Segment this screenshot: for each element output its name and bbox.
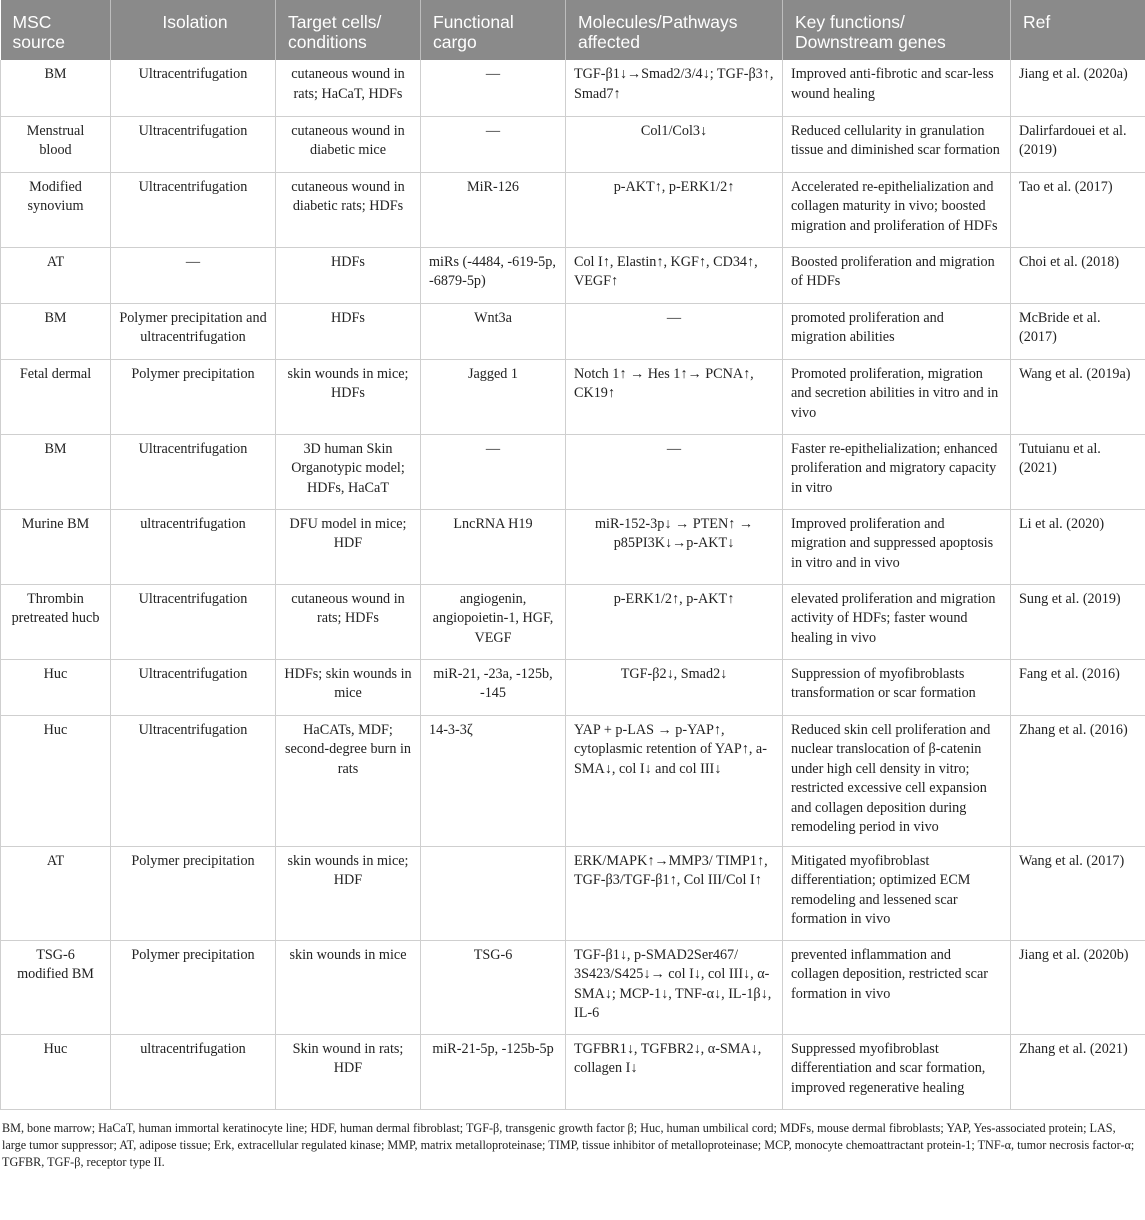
cell-isolation: Polymer precipitation xyxy=(111,940,276,1034)
cell-molecules: Col1/Col3↓ xyxy=(566,116,783,172)
cell-functions: Improved anti-fibrotic and scar-less wound healing xyxy=(783,60,1011,116)
cell-source: Menstrual blood xyxy=(1,116,111,172)
cell-molecules: Col I↑, Elastin↑, KGF↑, CD34↑, VEGF↑ xyxy=(566,247,783,303)
header-ref: Ref xyxy=(1011,0,1145,60)
cell-cargo: angiogenin, angiopoietin-1, HGF, VEGF xyxy=(421,584,566,659)
cell-ref: Wang et al. (2017) xyxy=(1011,846,1145,940)
cell-source: Huc xyxy=(1,1034,111,1109)
cell-molecules: TGFBR1↓, TGFBR2↓, α-SMA↓, collagen I↓ xyxy=(566,1034,783,1109)
table-row xyxy=(1,584,1145,659)
cell-functions: Suppression of myofibroblasts transformation or scar formation xyxy=(783,659,1011,715)
cell-cargo: — xyxy=(421,434,566,509)
header-molecules: Molecules/Pathways affected xyxy=(566,0,783,60)
cell-ref: Jiang et al. (2020a) xyxy=(1011,60,1145,116)
cell-target: cutaneous wound in diabetic rats; HDFs xyxy=(276,172,421,247)
cell-target: Skin wound in rats; HDF xyxy=(276,1034,421,1109)
cell-source: Modified synovium xyxy=(1,172,111,247)
cell-cargo xyxy=(421,846,566,940)
cell-source: Fetal dermal xyxy=(1,359,111,434)
cell-ref: Tao et al. (2017) xyxy=(1011,172,1145,247)
cell-molecules: p-AKT↑, p-ERK1/2↑ xyxy=(566,172,783,247)
cell-functions: Improved proliferation and migration and suppressed apoptosis in vitro and in vivo xyxy=(783,509,1011,584)
cell-source: AT xyxy=(1,247,111,303)
cell-functions: Accelerated re-epithelialization and collagen maturity in vivo; boosted migration and proliferation of HDFs xyxy=(783,172,1011,247)
cell-molecules: p-ERK1/2↑, p-AKT↑ xyxy=(566,584,783,659)
table-footnote: BM, bone marrow; HaCaT, human immortal keratinocyte line; HDF, human dermal fibroblast; TGF-β, transgenic growth factor β; Huc, human umbilical cord; MDFs, mouse dermal fibroblasts; YAP, Yes-associated protein; LAS, large tumor suppressor; AT, adipose tissue; Erk, extracellular regulated kinase; MMP, matrix metalloproteinase; TIMP, tissue inhibitor of metalloproteinase; MCP, monocyte chemoattractant protein-1; TNF-α, tumor necrosis factor-α; TGFBR, TGF-β, receptor type II. xyxy=(2,1120,1135,1169)
cell-cargo: MiR-126 xyxy=(421,172,566,247)
cell-isolation: Polymer precipitation xyxy=(111,359,276,434)
cell-isolation: Ultracentrifugation xyxy=(111,60,276,116)
cell-ref: Choi et al. (2018) xyxy=(1011,247,1145,303)
cell-isolation: Ultracentrifugation xyxy=(111,172,276,247)
cell-molecules: ERK/MAPK↑→MMP3/ TIMP1↑, TGF-β3/TGF-β1↑, Col III/Col I↑ xyxy=(566,846,783,940)
cell-source: BM xyxy=(1,60,111,116)
cell-isolation: Polymer precipitation and ultracentrifugation xyxy=(111,303,276,359)
cell-ref: Li et al. (2020) xyxy=(1011,509,1145,584)
cell-source: AT xyxy=(1,846,111,940)
table-row xyxy=(1,172,1145,247)
cell-cargo: miR-21, -23a, -125b, -145 xyxy=(421,659,566,715)
cell-functions: Reduced cellularity in granulation tissue and diminished scar formation xyxy=(783,116,1011,172)
cell-target: DFU model in mice; HDF xyxy=(276,509,421,584)
table-row xyxy=(1,659,1145,715)
cell-isolation: Ultracentrifugation xyxy=(111,584,276,659)
header-key-functions: Key functions/ Downstream genes xyxy=(783,0,1011,60)
table-row xyxy=(1,715,1145,846)
table-row xyxy=(1,846,1145,940)
header-isolation: Isolation xyxy=(111,0,276,60)
table-body xyxy=(1,60,1145,1109)
cell-ref: McBride et al. (2017) xyxy=(1011,303,1145,359)
cell-isolation: Ultracentrifugation xyxy=(111,116,276,172)
cell-cargo: Jagged 1 xyxy=(421,359,566,434)
cell-target: HDFs xyxy=(276,303,421,359)
cell-isolation: Ultracentrifugation xyxy=(111,659,276,715)
cell-cargo: — xyxy=(421,116,566,172)
cell-cargo: Wnt3a xyxy=(421,303,566,359)
cell-molecules: YAP + p-LAS → p-YAP↑, cytoplasmic retention of YAP↑, a-SMA↓, col I↓ and col III↓ xyxy=(566,715,783,846)
table-row xyxy=(1,509,1145,584)
table-row xyxy=(1,434,1145,509)
cell-ref: Jiang et al. (2020b) xyxy=(1011,940,1145,1034)
cell-cargo: TSG-6 xyxy=(421,940,566,1034)
cell-functions: Promoted proliferation, migration and secretion abilities in vitro and in vivo xyxy=(783,359,1011,434)
cell-source: Thrombin pretreated hucb xyxy=(1,584,111,659)
cell-target: cutaneous wound in rats; HDFs xyxy=(276,584,421,659)
cell-isolation: Ultracentrifugation xyxy=(111,434,276,509)
cell-cargo: 14-3-3ζ xyxy=(421,715,566,846)
cell-ref: Dalirfardouei et al. (2019) xyxy=(1011,116,1145,172)
table-row xyxy=(1,116,1145,172)
cell-cargo: miR-21-5p, -125b-5p xyxy=(421,1034,566,1109)
table-row xyxy=(1,247,1145,303)
table-row xyxy=(1,1034,1145,1109)
header-row xyxy=(1,0,1145,60)
cell-molecules: TGF-β2↓, Smad2↓ xyxy=(566,659,783,715)
cell-source: BM xyxy=(1,303,111,359)
header-msc-source: MSC source xyxy=(1,0,111,60)
cell-cargo: miRs (-4484, -619-5p, -6879-5p) xyxy=(421,247,566,303)
cell-molecules: TGF-β1↓, p-SMAD2Ser467/ 3S423/S425↓→ col I↓, col III↓, α-SMA↓; MCP-1↓, TNF-α↓, IL-1β↓, IL-6 xyxy=(566,940,783,1034)
cell-ref: Fang et al. (2016) xyxy=(1011,659,1145,715)
cell-target: HDFs; skin wounds in mice xyxy=(276,659,421,715)
cell-functions: Mitigated myofibroblast differentiation; optimized ECM remodeling and lessened scar formation in vivo xyxy=(783,846,1011,940)
cell-isolation: — xyxy=(111,247,276,303)
cell-molecules: — xyxy=(566,303,783,359)
cell-molecules: miR-152-3p↓ → PTEN↑ → p85PI3K↓→p-AKT↓ xyxy=(566,509,783,584)
cell-ref: Sung et al. (2019) xyxy=(1011,584,1145,659)
cell-ref: Tutuianu et al. (2021) xyxy=(1011,434,1145,509)
cell-ref: Wang et al. (2019a) xyxy=(1011,359,1145,434)
cell-functions: prevented inflammation and collagen deposition, restricted scar formation in vivo xyxy=(783,940,1011,1034)
cell-target: 3D human Skin Organotypic model; HDFs, HaCaT xyxy=(276,434,421,509)
cell-target: HaCATs, MDF; second-degree burn in rats xyxy=(276,715,421,846)
table-row xyxy=(1,359,1145,434)
cell-functions: Boosted proliferation and migration of HDFs xyxy=(783,247,1011,303)
cell-functions: Faster re-epithelialization; enhanced proliferation and migratory capacity in vitro xyxy=(783,434,1011,509)
cell-source: Murine BM xyxy=(1,509,111,584)
cell-target: cutaneous wound in rats; HaCaT, HDFs xyxy=(276,60,421,116)
cell-source: TSG-6 modified BM xyxy=(1,940,111,1034)
cell-source: Huc xyxy=(1,659,111,715)
cell-target: cutaneous wound in diabetic mice xyxy=(276,116,421,172)
cell-functions: promoted proliferation and migration abilities xyxy=(783,303,1011,359)
header-target-cells: Target cells/ conditions xyxy=(276,0,421,60)
cell-target: HDFs xyxy=(276,247,421,303)
cell-source: BM xyxy=(1,434,111,509)
cell-ref: Zhang et al. (2016) xyxy=(1011,715,1145,846)
cell-isolation: ultracentrifugation xyxy=(111,509,276,584)
cell-molecules: TGF-β1↓→Smad2/3/4↓; TGF-β3↑, Smad7↑ xyxy=(566,60,783,116)
table-row xyxy=(1,940,1145,1034)
cell-source: Huc xyxy=(1,715,111,846)
cell-functions: Reduced skin cell proliferation and nuclear translocation of β-catenin under high cell density in vitro; restricted excessive cell expansion and collagen deposition during remodeling period in vivo xyxy=(783,715,1011,846)
cell-target: skin wounds in mice; HDFs xyxy=(276,359,421,434)
table-row xyxy=(1,303,1145,359)
cell-cargo: LncRNA H19 xyxy=(421,509,566,584)
cell-molecules: Notch 1↑ → Hes 1↑→ PCNA↑, CK19↑ xyxy=(566,359,783,434)
table-header xyxy=(1,0,1145,60)
cell-target: skin wounds in mice; HDF xyxy=(276,846,421,940)
cell-isolation: Polymer precipitation xyxy=(111,846,276,940)
cell-functions: Suppressed myofibroblast differentiation and scar formation, improved regenerative healing xyxy=(783,1034,1011,1109)
cell-ref: Zhang et al. (2021) xyxy=(1011,1034,1145,1109)
cell-molecules: — xyxy=(566,434,783,509)
cell-target: skin wounds in mice xyxy=(276,940,421,1034)
cell-isolation: Ultracentrifugation xyxy=(111,715,276,846)
table-row xyxy=(1,60,1145,116)
cell-cargo: — xyxy=(421,60,566,116)
header-functional-cargo: Functional cargo xyxy=(421,0,566,60)
cell-isolation: ultracentrifugation xyxy=(111,1034,276,1109)
cell-functions: elevated proliferation and migration activity of HDFs; faster wound healing in vivo xyxy=(783,584,1011,659)
